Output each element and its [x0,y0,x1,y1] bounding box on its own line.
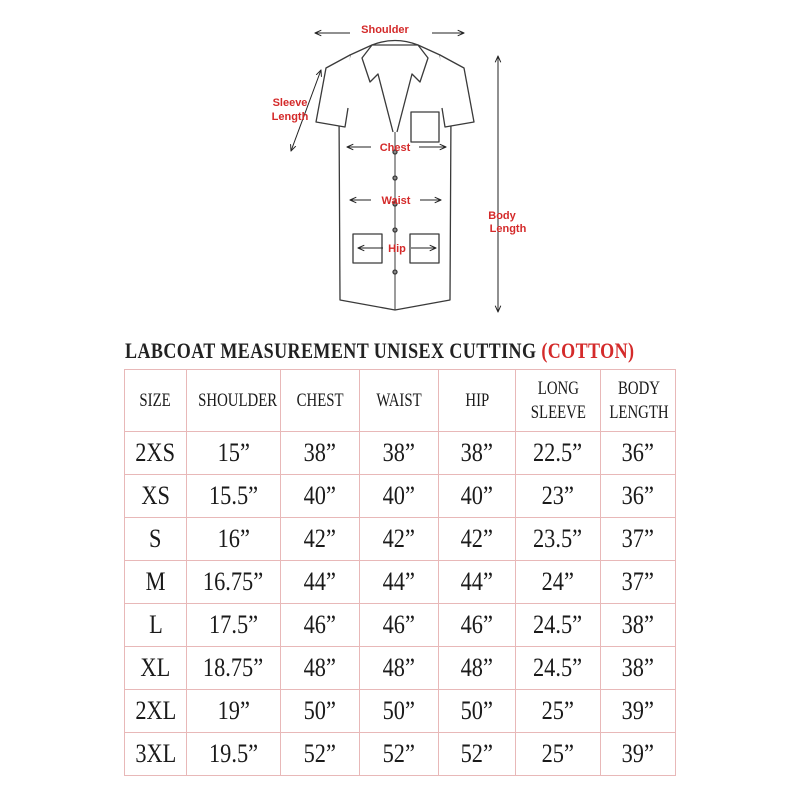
cell-hip: 38” [439,432,516,475]
cell-sleeve: 24.5” [516,604,601,647]
table-row [125,733,676,776]
header-chest: CHEST [281,370,360,432]
table-row [125,475,676,518]
labcoat-diagram [0,0,800,330]
cell-body: 36” [601,475,676,518]
table-row [125,647,676,690]
cell-shoulder: 17.5” [187,604,281,647]
cell-waist: 48” [360,647,439,690]
chart-title [125,336,635,366]
cell-chest: 42” [281,518,360,561]
header-size: SIZE [125,370,187,432]
cell-waist: 44” [360,561,439,604]
table-header-row [125,370,676,432]
cell-sleeve: 24” [516,561,601,604]
body-length-label-line2: Length [489,223,527,235]
cell-chest: 52” [281,733,360,776]
hip-label: Hip [388,243,406,255]
cell-hip: 48” [439,647,516,690]
cell-size: 2XL [125,690,187,733]
cell-shoulder: 19” [187,690,281,733]
size-table [124,369,676,776]
cell-chest: 38” [281,432,360,475]
cell-shoulder: 15” [187,432,281,475]
cell-hip: 50” [439,690,516,733]
cell-sleeve: 25” [516,733,601,776]
cell-body: 39” [601,733,676,776]
cell-waist: 52” [360,733,439,776]
cell-body: 36” [601,432,676,475]
cell-body: 37” [601,561,676,604]
cell-size: XL [125,647,187,690]
table-row [125,518,676,561]
cell-hip: 42” [439,518,516,561]
cell-shoulder: 16” [187,518,281,561]
cell-chest: 48” [281,647,360,690]
chart-title-highlight: (COTTON) [541,338,635,363]
table-body [125,432,676,776]
header-waist: WAIST [360,370,439,432]
cell-hip: 44” [439,561,516,604]
labcoat-illustration [316,41,474,311]
cell-shoulder: 15.5” [187,475,281,518]
sleeve-length-label-line1: Sleeve [272,97,308,109]
header-body-length: BODY LENGTH [601,370,676,432]
chart-title-text: LABCOAT MEASUREMENT UNISEX CUTTING [125,338,537,363]
header-shoulder: SHOULDER [187,370,281,432]
cell-shoulder: 19.5” [187,733,281,776]
cell-waist: 50” [360,690,439,733]
cell-body: 38” [601,647,676,690]
header-hip: HIP [439,370,516,432]
cell-waist: 40” [360,475,439,518]
cell-sleeve: 24.5” [516,647,601,690]
chest-label: Chest [379,142,411,154]
cell-body: 37” [601,518,676,561]
table-row [125,561,676,604]
cell-waist: 42” [360,518,439,561]
cell-hip: 46” [439,604,516,647]
cell-shoulder: 18.75” [187,647,281,690]
cell-body: 39” [601,690,676,733]
table-row [125,690,676,733]
cell-size: 3XL [125,733,187,776]
cell-size: 2XS [125,432,187,475]
cell-sleeve: 23.5” [516,518,601,561]
cell-size: S [125,518,187,561]
cell-body: 38” [601,604,676,647]
cell-chest: 40” [281,475,360,518]
cell-sleeve: 22.5” [516,432,601,475]
cell-shoulder: 16.75” [187,561,281,604]
cell-hip: 40” [439,475,516,518]
body-length-label-line1: Body [488,210,516,222]
cell-waist: 38” [360,432,439,475]
cell-size: XS [125,475,187,518]
cell-size: L [125,604,187,647]
cell-waist: 46” [360,604,439,647]
shoulder-label: Shoulder [361,24,409,36]
cell-hip: 52” [439,733,516,776]
cell-sleeve: 25” [516,690,601,733]
table-row [125,432,676,475]
cell-chest: 46” [281,604,360,647]
table-row [125,604,676,647]
header-long-sleeve: LONG SLEEVE [516,370,601,432]
cell-sleeve: 23” [516,475,601,518]
cell-chest: 44” [281,561,360,604]
cell-chest: 50” [281,690,360,733]
sleeve-length-label-line2: Length [271,111,309,123]
waist-label: Waist [381,195,411,207]
cell-size: M [125,561,187,604]
